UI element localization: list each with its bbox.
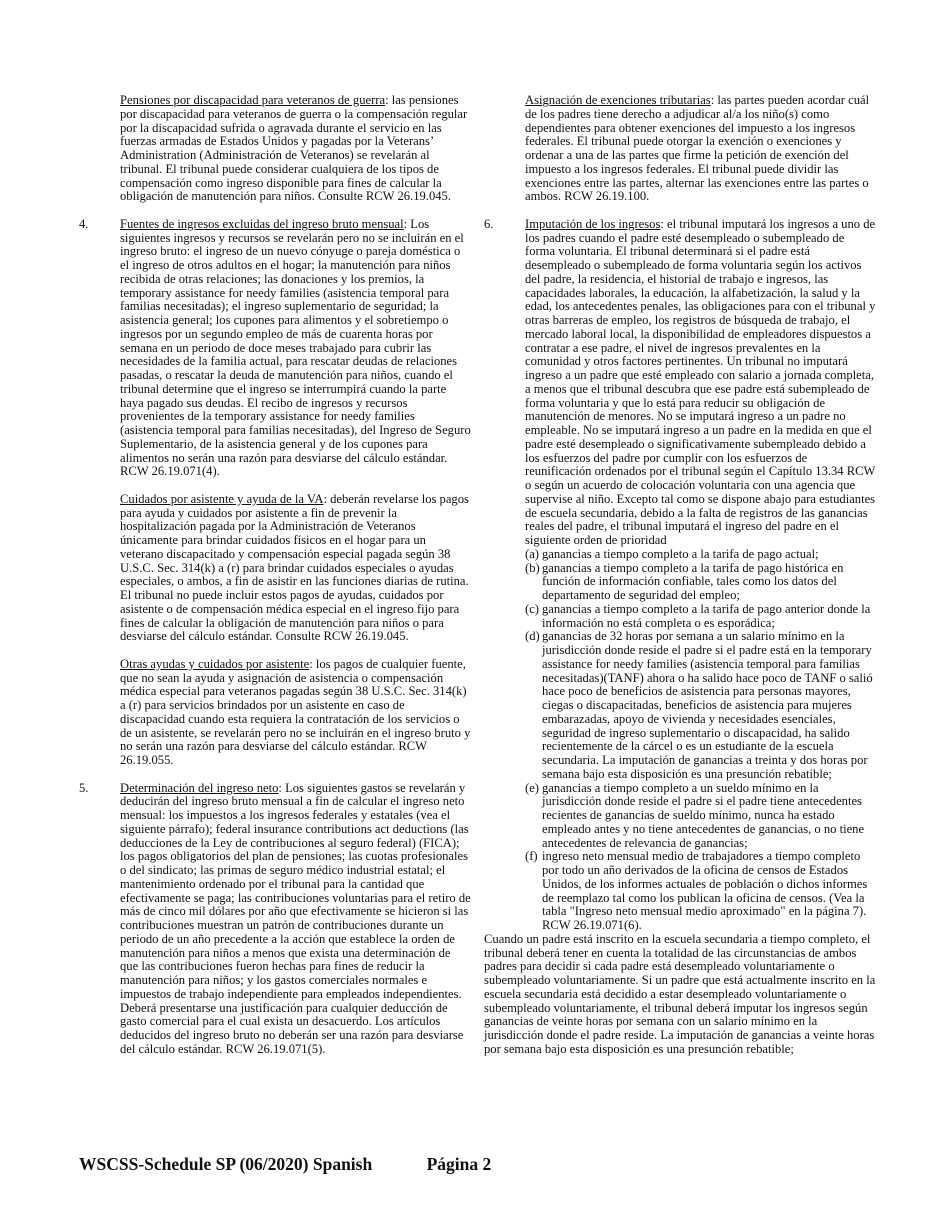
section-5-number: 5. [79, 780, 89, 795]
section-4-text: : Los siguientes ingresos y recursos se revelarán pero no se incluirán en el ingreso bruto: el ingreso de un nuevo cónyuge o pareja doméstica o el ingreso de otros adultos en el hogar; la manutención para niños recibida de otras relaciones; las donaciones y los premios, la temporary assistance for needy families (asistencia temporal para familias necesitadas); el ingreso suplementario de seguridad; la asistencia general; los cupones para alimentos y el sobretiempo o ingresos por un segundo empleo de más de cuarenta horas por semana en un periodo de doce meses trabajado para cubrir las necesidades de la familia actual, para rescatar deudas de relaciones pasadas, o rescatar la deuda de manutención para niños, cuando el tribunal determine que el ingreso se interrumpirá cuando la parte haya pagado sus deudas. El recibo de ingresos y recursos provenientes de la temporary assistance for needy families (asistencia temporal para familias necesitadas), del Ingreso de Seguro Suplementario, de la asistencia general y de los cupones para alimentos no serán una razón para desviarse del cálculo estándar. RCW 26.19.071(4). [120, 216, 471, 479]
high-school-paragraph: Cuando un padre está inscrito en la escuela secundaria a tiempo completo, el tribunal deberá tener en cuenta la totalidad de las circunstancias de ambos padres para decidir si cada padre está desempleado voluntariamente o subempleado voluntariamente. Si un padre que está actualmente inscrito en la escuela secundaria está decidido a estar desempleado voluntariamente o subempleado voluntariamente, el tribunal deberá imputar los ingresos según ganancias de veinte horas por semana con un salario mínimo en la jurisdicción donde el padre reside. La imputación de ganancias a veinte horas por semana bajo esta disposición es una presunción rebatible; [484, 931, 876, 1056]
va-care-text: : deberán revelarse los pagos para ayuda y cuidados por asistente a fin de prevenir la hospitalización pagada por la Administración de Veteranos únicamente para brindar cuidados físicos en el hogar para un veterano discapacitado y compensación especial pagada según 38 U.S.C. Sec. 314(k) a (r) para brindar cuidados especiales o ayudas especiales, o ambos, a fin de asistir en las funciones diarias de rutina. El tribunal no puede incluir estos pagos de ayudas, cuidados por asistente o de compensación médica especial en el ingreso fijo para fines de calcular la obligación de manutención para niños o para desviarse del cálculo estándar. Consulte RCW 26.19.045. [120, 491, 469, 644]
form-identifier: WSCSS-Schedule SP (06/2020) Spanish [79, 1154, 373, 1174]
veterans-pensions-heading: Pensiones por discapacidad para veteranos de guerra [120, 93, 386, 107]
list-item [525, 782, 876, 851]
page-footer [79, 1154, 491, 1175]
list-item [525, 548, 876, 562]
list-item-marker: (d) [525, 629, 540, 644]
list-item-text: ganancias a tiempo completo a la tarifa de pago histórica en función de información confiable, tales como los datos del departamento de seguridad del empleo; [542, 560, 844, 602]
va-care-heading: Cuidados por asistente y ayuda de la VA [120, 491, 324, 506]
list-item-marker: (f) [525, 849, 538, 864]
section-5-heading: Determinación del ingreso neto [120, 780, 279, 795]
left-column [79, 94, 471, 1057]
page-number: Página 2 [426, 1154, 492, 1174]
list-item-text: ganancias a tiempo completo a la tarifa de pago actual; [542, 546, 819, 561]
right-column [484, 94, 876, 1057]
priority-list [525, 548, 876, 933]
list-item-marker: (c) [525, 601, 539, 616]
list-item-text: ganancias a tiempo completo a la tarifa de pago anterior donde la información no está completa o es esporádica; [542, 601, 871, 630]
list-item [525, 562, 876, 603]
tax-exemptions-heading: Asignación de exenciones tributarias [525, 93, 711, 107]
tax-exemptions-paragraph [484, 94, 876, 204]
list-item-marker: (e) [525, 780, 539, 795]
list-item [525, 850, 876, 933]
section-6 [484, 218, 876, 1057]
tax-exemptions-text: : las partes pueden acordar cuál de los padres tiene derecho a adjudicar al/a los niño(s) como dependientes para obtener exenciones del impuesto a los ingresos federales. El tribunal puede otorgar la exención o exenciones y ordenar a una de las partes que firme la petición de exención del impuesto a los ingresos federales. El tribunal puede dividir las exenciones entre las partes, alternar las exenciones entre las partes o ambos. RCW 26.19.100. [525, 93, 870, 204]
section-6-heading: Imputación de los ingresos [525, 216, 661, 231]
list-item-text: ganancias de 32 horas por semana a un salario mínimo en la jurisdicción donde reside el padre si el padre está en la temporary assistance for needy families (asistencia temporal para familias necesitadas)(TANF) ahora o ha salido hace poco de TANF o salió hace poco de beneficios de asistencia para personas mayores, ciegas o discapacitadas, beneficios de asistencia para mujeres embarazadas, apoyo de vivienda y necesidades esenciales, seguridad de ingreso suplementario o discapacidad, ha salido recientemente de la cárcel o es un estudiante de la escuela secundaria. La imputación de ganancias a treinta y dos horas por semana bajo esta disposición es una presunción rebatible; [542, 629, 873, 781]
veterans-pensions-text: : las pensiones por discapacidad para veteranos de guerra o la compensación regular por la discapacidad sufrida o agravada durante el servicio en las fuerzas armadas de Estados Unidos y pagadas por la Veterans’ Administration (Administración de Veteranos) se revelarán al tribunal. El tribunal puede considerar cualquiera de los tipos de compensación como ingreso disponible para fines de calcular la obligación de manutención para niños. Consulte RCW 26.19.045. [120, 93, 468, 204]
va-care-paragraph [79, 493, 471, 644]
section-4-heading: Fuentes de ingresos excluidas del ingreso bruto mensual [120, 216, 404, 231]
list-item-text: ganancias a tiempo completo a un sueldo mínimo en la jurisdicción donde reside el padre si el padre tiene antecedentes recientes de ganancias de sueldo mínimo, nunca ha estado empleado antes y no tiene antecedentes de ganancias, o no tiene antecedentes de relevancia de ganancias; [542, 780, 865, 850]
section-6-intro [525, 218, 876, 548]
section-6-text: : el tribunal imputará los ingresos a uno de los padres cuando el padre esté desempleado o subempleado de forma voluntaria. El tribunal determinará si el padre está desempleado o subempleado de forma voluntaria según los activos del padre, la residencia, el historial de trabajo e ingresos, las capacidades laborales, la educación, la alfabetización, la salud y la edad, los antecedentes penales, las obligaciones para con el tribunal y otras barreras de empleo, los registros de búsqueda de trabajo, el mercado laboral local, la disponibilidad de empleadores dispuestos a contratar a ese padre, el nivel de ingresos prevalentes en la comunidad y otros factores pertinentes. Un tribunal no imputará ingreso a un padre que esté empleado con salario a jornada completa, a menos que el tribunal descubra que ese padre está subempleado de forma voluntaria y que lo está para reducir su obligación de manutención de menores. No se imputará ingreso a un padre no empleable. No se imputará ingreso a un padre en la medida en que el padre esté desempleado o significativamente subempleado debido a los esfuerzos del padre por cumplir con los esfuerzos de reunificación ordenados por el tribunal según el Capítulo 13.34 RCW o según un acuerdo de colocación voluntaria con una agencia que supervise al niño. Excepto tal como se dispone abajo para estudiantes de escuela secundaria, debido a la falta de registros de las ganancias reales del padre, el tribunal imputará el ingreso del padre en el siguiente orden de prioridad [525, 216, 876, 547]
list-item [525, 630, 876, 781]
section-5 [79, 782, 471, 1057]
section-5-text: : Los siguientes gastos se revelarán y deducirán del ingreso bruto mensual a fin de calcular el ingreso neto mensual: los impuestos a los ingresos federales y estatales (vea el siguiente párrafo); federal insurance contributions act deductions (las deducciones de la Ley de contribuciones al seguro federal) (FICA); los pagos obligatorios del plan de pensiones; las cuotas profesionales o del sindicato; las primas de seguro médico industrial estatal; el mantenimiento ordenado por el tribunal para la cantidad que efectivamente se paga; las contribuciones voluntarias para el retiro de más de cinco mil dólares por año que efectivamente se hicieron si las contribuciones muestran un patrón de contribuciones durante un periodo de un año precedente a la acción que establece la orden de manutención para niños a menos que exista una determinación de que las contribuciones fueron hechas para fines de reducir la manutención para niños; y los gastos comerciales normales e impuestos de trabajo independiente para empleados independientes. Deberá presentarse una justificación para cualquier deducción de gasto comercial para el cual exista un desacuerdo. Los artículos deducidos del ingreso bruto no deberán ser una razón para desviarse del cálculo estándar. RCW 26.19.071(5). [120, 780, 471, 1056]
list-item-marker: (a) [525, 546, 539, 561]
veterans-pensions-paragraph [79, 94, 471, 204]
list-item-marker: (b) [525, 560, 540, 575]
list-item [525, 603, 876, 631]
other-care-paragraph [79, 658, 471, 768]
list-item-text: ingreso neto mensual medio de trabajadores a tiempo completo por todo un año derivados de la oficina de censos de Estados Unidos, de los informes actuales de población o dichos informes de reemplazo tal como los publican la oficina de censos. (Vea la tabla "Ingreso neto mensual medio aproximado" en la página 7). RCW 26.19.071(6). [542, 849, 868, 932]
other-care-text: : los pagos de cualquier fuente, que no sean la ayuda y asignación de asistencia o compensación médica especial para veteranos pagadas según 38 U.S.C. Sec. 314(k) a (r) para servicios brindados por un asistente en caso de discapacidad cuando esta requiera la contratación de los servicios o de un asistente, se revelarán pero no se incluirán en el ingreso bruto y no serán una razón para desviarse del cálculo estándar. RCW 26.19.055. [120, 656, 471, 767]
other-care-heading: Otras ayudas y cuidados por asistente [120, 656, 310, 671]
section-4-number: 4. [79, 216, 89, 231]
section-6-number: 6. [484, 216, 494, 231]
section-4 [79, 218, 471, 479]
